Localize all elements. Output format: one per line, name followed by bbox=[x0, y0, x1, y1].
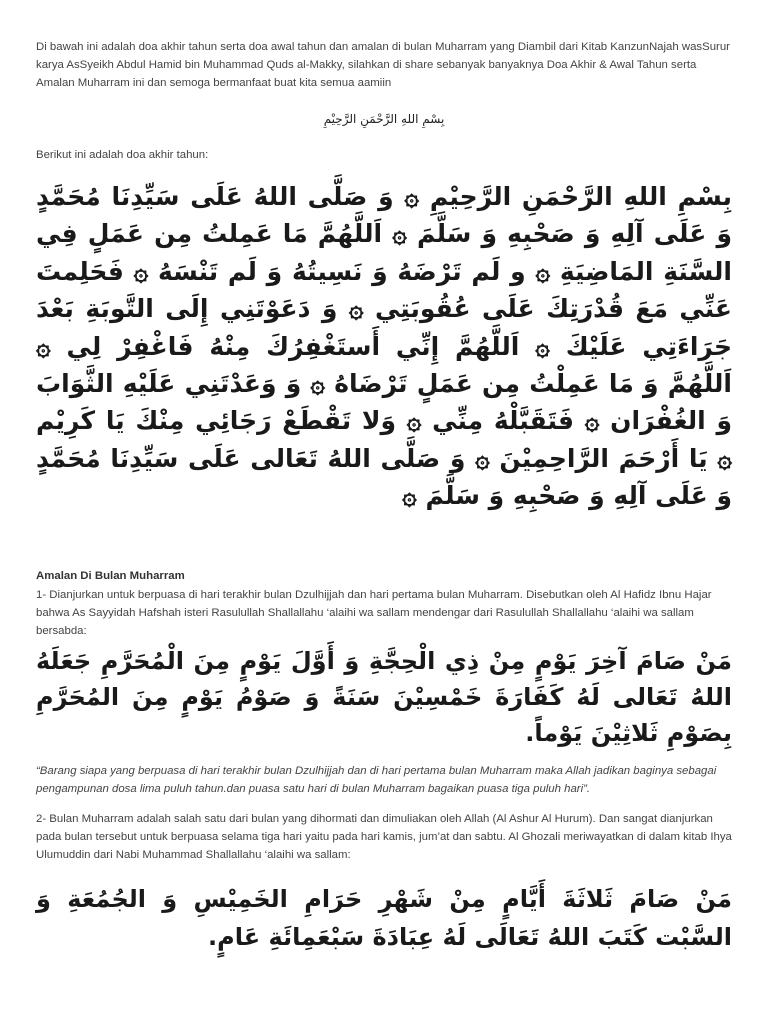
doa-akhir-tahun-text: بِسْمِ اللهِ الرَّحْمَنِ الرَّحِيْمِ ۞ وَ صَلَّى اللهُ عَلَى سَيِّدِنَا مُحَمَّدٍ وَ عَلَى آلِهِ وَ صَحْبِهِ وَ سَلَّمَ ۞ اَللَّهُمَّ مَا عَمِلتُ مِن عَمَلٍ فِي السَّنَةِ المَاضِيَةِ ۞ و لَم تَرْضَهُ وَ نَسِيتُهُ وَ لَم تَنْسَهُ ۞ فَحَلِمتَ عَنِّي مَعَ قُدْرَتِكَ عَلَى عُقُوبَتِي ۞ وَ دَعَوْتَنِي إِلَى التَّوبَةِ بَعْدَ جَرَاءَتِي عَلَيْكَ ۞ اَللَّهُمَّ إِنِّي أَستَغْفِرُكَ مِنْهُ فَاغْفِرْ لِي ۞ اَللَّهُمَّ وَ مَا عَمِلْتُ مِن عَمَلٍ تَرْضَاهُ ۞ وَ وَعَدْتَنِي عَلَيْهِ الثَّوَابَ وَ الغُفْرَان ۞ فَتَقَبَّلْهُ مِنِّي ۞ وَلا تَقْطَعْ رَجَائِي مِنْكَ يَا كَرِيْم ۞ يَا أَرْحَمَ الرَّاحِمِيْنَ ۞ وَ صَلَّى اللهُ تَعَالى عَلَى سَيِّدِنَا مُحَمَّدٍ وَ عَلَى آلِهِ وَ صَحْبِهِ وَ سَلَّمَ ۞ bbox=[36, 182, 732, 511]
hadith-1-translation: “Barang siapa yang berpuasa di hari terakhir bulan Dzulhijjah dan di hari pertama bulan Muharram maka Allah jadikan baginya sebagai pengampunan dosa lima puluh tahun.dan puasa satu hari di bulan Muharram bagaikan puasa tiga puluh hari”. bbox=[36, 765, 717, 795]
bismillah-heading: بِسْمِ اللهِ الرَّحْمَنِ الرَّحِيْمِ bbox=[323, 112, 445, 126]
hadith-2-text: مَنْ صَامَ ثَلاثَةَ أَيَّامٍ مِنْ شَهْرِ حَرَامِ الخَمِيْسِ وَ الجُمُعَةِ وَ السَّبْت كَتَبَ اللهُ تَعَالَى لَهُ عِبَادَةَ سَبْعَمِائَةِ عَامٍ. bbox=[36, 885, 732, 951]
doa-akhir-label: Berikut ini adalah doa akhir tahun: bbox=[36, 149, 209, 161]
point-1-paragraph: 1- Dianjurkan untuk berpuasa di hari terakhir bulan Dzulhijjah dan hari pertama bulan Muharram. Disebutkan oleh Al Hafidz Ibnu Hajar bahwa As Sayyidah Hafshah isteri Rasulullah Shallallahu ‘alaihi wa sallam mendengar dari Rasulullah Shallallahu ‘alaihi wa sallam bersabda: bbox=[36, 589, 712, 637]
hadith-1-text: مَنْ صَامَ آخِرَ يَوْمٍ مِنْ ذِي الْحِجَّةِ وَ أَوَّلَ يَوْمٍ مِنَ الْمُحَرَّمِ جَعَلَهُ اللهُ تَعَالى لَهُ كَفَارَةَ خَمْسِيْنَ سَنَةً وَ صَوْمُ يَوْمٍ مِنَ المُحَرَّمِ بِصَوْمِ ثَلاثِيْنَ يَوْماً. bbox=[36, 647, 732, 747]
section-title: Amalan Di Bulan Muharram bbox=[36, 570, 185, 582]
intro-paragraph: Di bawah ini adalah doa akhir tahun serta doa awal tahun dan amalan di bulan Muharram yang Diambil dari Kitab KanzunNajah wasSurur karya AsSyeikh Abdul Hamid bin Muhammad Quds al-Makky, silahkan di share sebanyak banyaknya Doa Akhir & Awal Tahun serta Amalan Muharram ini dan semoga bermanfaat buat kita semua aamiin bbox=[36, 41, 730, 89]
point-2-paragraph: 2- Bulan Muharram adalah salah satu dari bulan yang dihormati dan dimuliakan oleh Allah (Al Ashur Al Hurum). Dan sangat dianjurkan pada bulan tersebut untuk berpuasa selama tiga hari yaitu pada hari kamis, jum’at dan sabtu. Al Ghozali meriwayatkan di dalam kitab Ihya Ulumuddin dari Nabi Muhammad Shallallahu ‘alaihi wa sallam: bbox=[36, 813, 732, 861]
